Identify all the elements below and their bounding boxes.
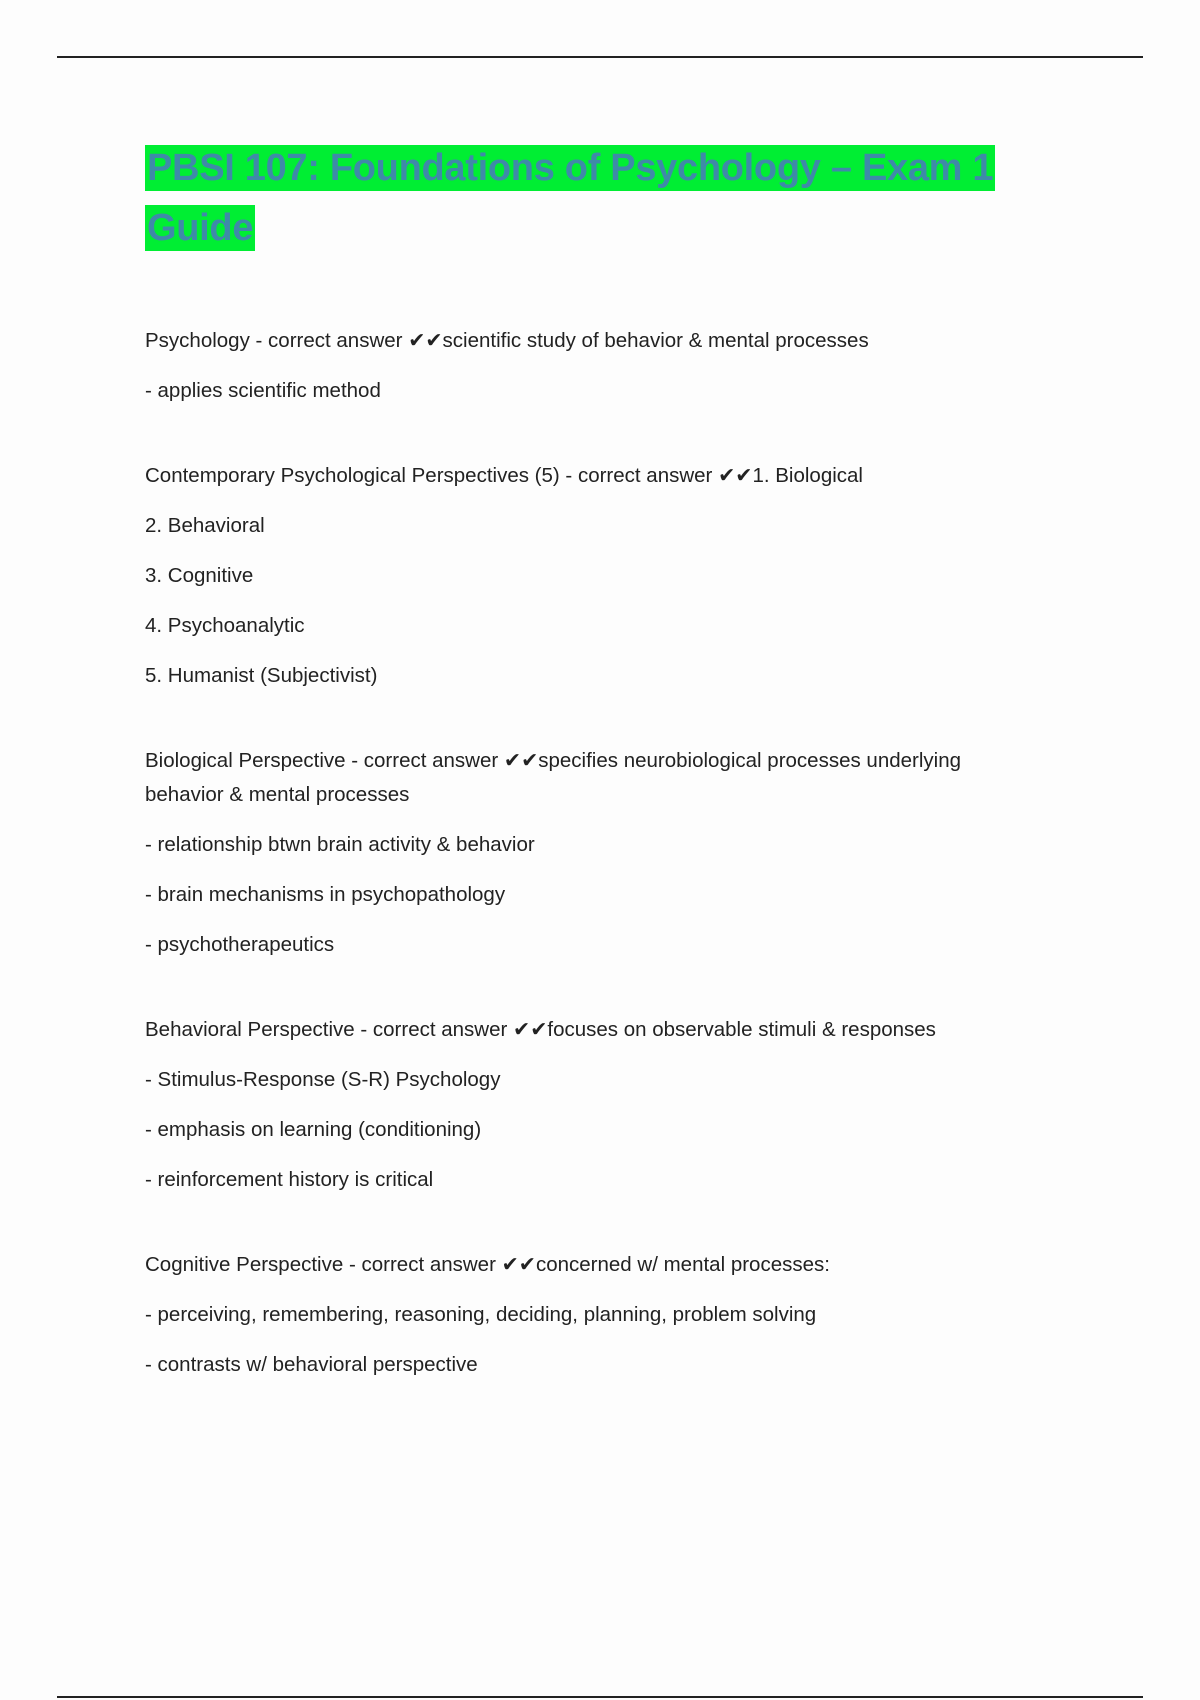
qa-detail-line: - psychotherapeutics — [145, 933, 335, 956]
qa-detail-line: 5. Humanist (Subjectivist) — [145, 664, 378, 687]
qa-item-biological — [145, 744, 1045, 962]
qa-detail-line: - relationship btwn brain activity & behavior — [145, 833, 535, 856]
bottom-rule — [57, 1696, 1143, 1698]
qa-detail-line: - perceiving, remembering, reasoning, deciding, planning, problem solving — [145, 1303, 817, 1326]
qa-separator: - correct answer ✔✔ — [559, 464, 753, 487]
qa-question-line — [145, 324, 1045, 358]
top-rule — [57, 56, 1143, 58]
qa-detail-line: 3. Cognitive — [145, 564, 254, 587]
qa-detail-line: - emphasis on learning (conditioning) — [145, 1118, 482, 1141]
qa-detail-line: - contrasts w/ behavioral perspective — [145, 1353, 478, 1376]
qa-detail-line: 4. Psychoanalytic — [145, 614, 305, 637]
title-highlight: PBSI 107: Foundations of Psychology – Exam 1 Guide — [147, 147, 994, 249]
qa-detail-line: - applies scientific method — [145, 379, 381, 402]
qa-item-behavioral — [145, 1013, 1045, 1197]
qa-question-line — [145, 1248, 1045, 1282]
qa-detail-line: - brain mechanisms in psychopathology — [145, 883, 506, 906]
qa-separator: - correct answer ✔✔ — [354, 1018, 548, 1041]
qa-item-cognitive — [145, 1248, 1045, 1382]
qa-item-psychology — [145, 324, 1045, 408]
qa-term: Behavioral Perspective — [145, 1018, 355, 1041]
qa-separator: - correct answer ✔✔ — [345, 749, 539, 772]
qa-term: Biological Perspective — [145, 749, 346, 772]
qa-answer: 1. Biological — [752, 464, 863, 487]
qa-item-perspectives — [145, 459, 1045, 693]
qa-answer: scientific study of behavior & mental processes — [442, 329, 869, 352]
qa-detail-line: - Stimulus-Response (S-R) Psychology — [145, 1068, 501, 1091]
document-title — [145, 138, 1045, 258]
qa-question-line — [145, 459, 1045, 493]
qa-answer: specifies neurobiological processes underlying behavior & mental processes — [145, 749, 962, 806]
qa-question-line — [145, 1013, 1045, 1047]
qa-separator: - correct answer ✔✔ — [249, 329, 443, 352]
qa-list — [145, 324, 1045, 1382]
qa-detail-line: 2. Behavioral — [145, 514, 265, 537]
qa-answer: focuses on observable stimuli & responses — [547, 1018, 936, 1041]
qa-question-line — [145, 744, 1045, 812]
qa-term: Cognitive Perspective — [145, 1253, 344, 1276]
qa-detail-line: - reinforcement history is critical — [145, 1168, 434, 1191]
qa-term: Psychology — [145, 329, 250, 352]
document-body — [145, 138, 1045, 1433]
qa-separator: - correct answer ✔✔ — [343, 1253, 536, 1276]
qa-answer: concerned w/ mental processes: — [535, 1253, 830, 1276]
qa-term: Contemporary Psychological Perspectives (5) — [145, 464, 560, 487]
